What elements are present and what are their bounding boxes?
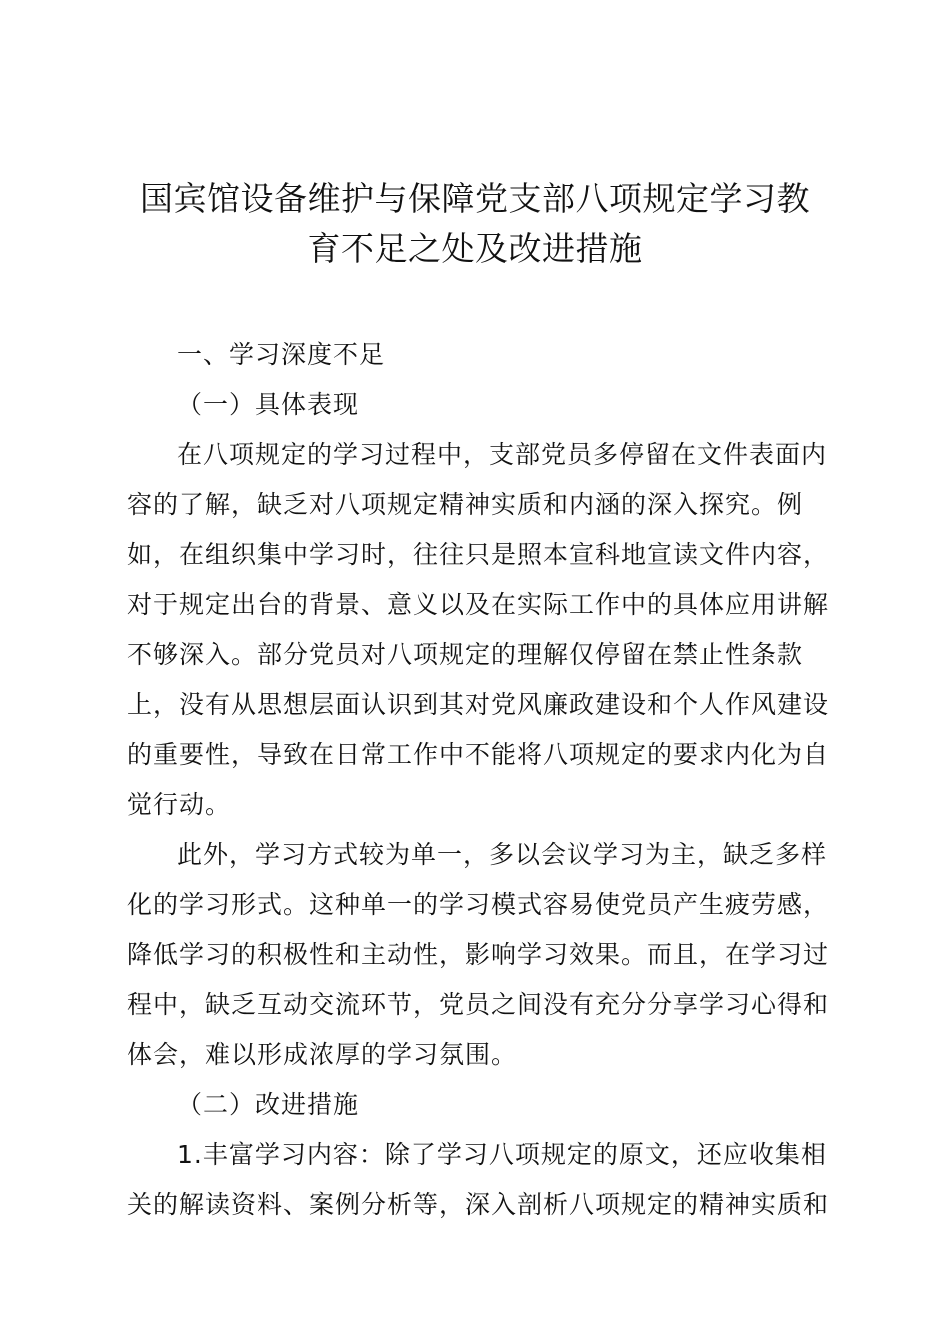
document-title [100, 174, 850, 274]
title-line-2: 育不足之处及改进措施 [307, 229, 643, 268]
subsection-heading-1: （一）具体表现 [177, 390, 360, 419]
subsection-heading-2: （二）改进措施 [177, 1090, 360, 1119]
section-heading: 一、学习深度不足 [177, 340, 386, 369]
paragraph-2: 此外，学习方式较为单一，多以会议学习为主，缺乏多样化的学习形式。这种单一的学习模式容易使党员产生疲劳感，降低学习的积极性和主动性，影响学习效果。而且，在学习过程中，缺乏互动交流环节，党员之间没有充分分享学习心得和体会，难以形成浓厚的学习氛围。 [127, 840, 830, 1069]
document-body [127, 330, 833, 1230]
title-line-1: 国宾馆设备维护与保障党支部八项规定学习教 [140, 179, 810, 218]
paragraph-3: 1.丰富学习内容：除了学习八项规定的原文，还应收集相关的解读资料、案例分析等，深入剖析八项规定的精神实质和 [127, 1140, 830, 1219]
paragraph-1: 在八项规定的学习过程中，支部党员多停留在文件表面内容的了解，缺乏对八项规定精神实质和内涵的深入探究。例如，在组织集中学习时，往往只是照本宣科地宣读文件内容，对于规定出台的背景、意义以及在实际工作中的具体应用讲解不够深入。部分党员对八项规定的理解仅停留在禁止性条款上，没有从思想层面认识到其对党风廉政建设和个人作风建设的重要性，导致在日常工作中不能将八项规定的要求内化为自觉行动。 [127, 440, 830, 819]
